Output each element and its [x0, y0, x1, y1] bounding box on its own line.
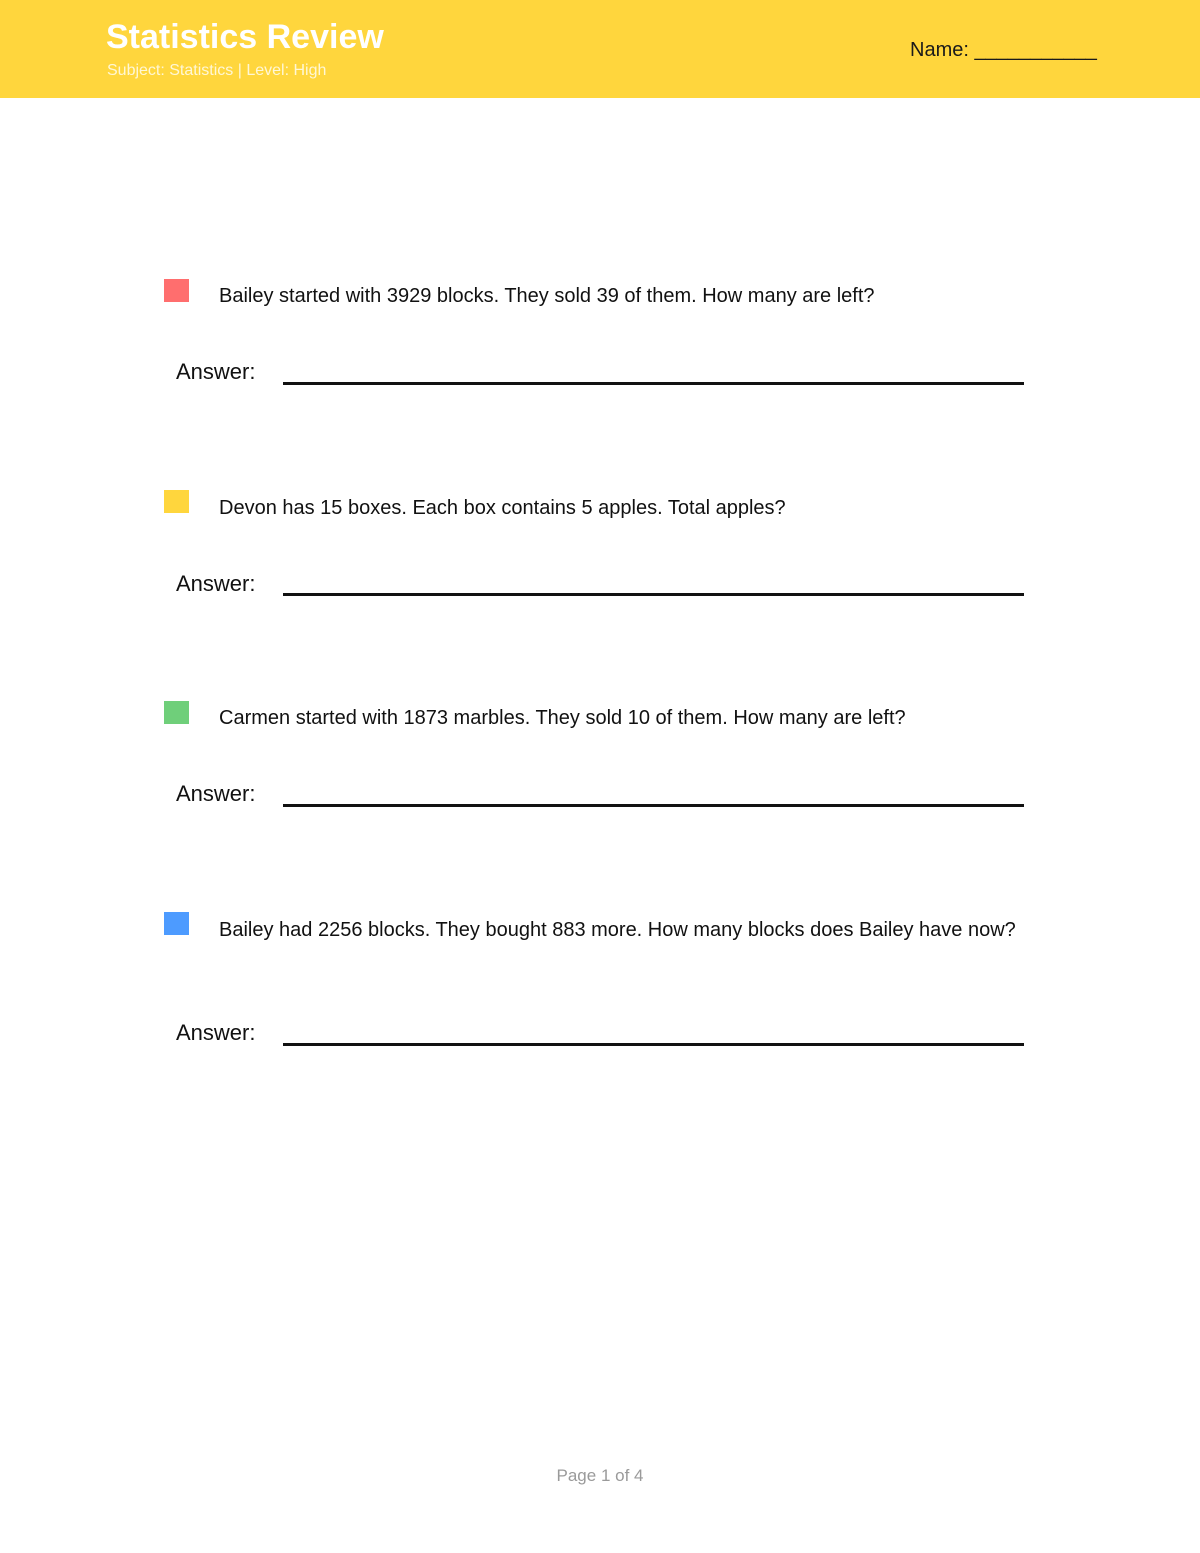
worksheet-header	[0, 0, 1200, 98]
question-marker	[164, 490, 189, 513]
worksheet-title: Statistics Review	[106, 18, 384, 56]
question-marker	[164, 279, 189, 302]
question-text: Devon has 15 boxes. Each box contains 5 apples. Total apples?	[219, 497, 786, 519]
question-text: Bailey had 2256 blocks. They bought 883 more. How many blocks does Bailey have now?	[219, 919, 1016, 941]
answer-label: Answer:	[176, 571, 256, 596]
answer-label: Answer:	[176, 359, 256, 384]
answer-label: Answer:	[176, 781, 256, 806]
question-text: Carmen started with 1873 marbles. They sold 10 of them. How many are left?	[219, 707, 906, 729]
worksheet-subtitle: Subject: Statistics | Level: High	[107, 62, 327, 79]
question-marker	[164, 701, 189, 724]
page-number: Page 1 of 4	[556, 1466, 644, 1485]
answer-line[interactable]	[283, 382, 1024, 385]
answer-line[interactable]	[283, 804, 1024, 807]
answer-line[interactable]	[283, 593, 1024, 596]
answer-label: Answer:	[176, 1020, 256, 1045]
answer-line[interactable]	[283, 1043, 1024, 1046]
question-marker	[164, 912, 189, 935]
question-text: Bailey started with 3929 blocks. They sold 39 of them. How many are left?	[219, 285, 875, 307]
name-field-label: Name: ___________	[910, 39, 1097, 61]
